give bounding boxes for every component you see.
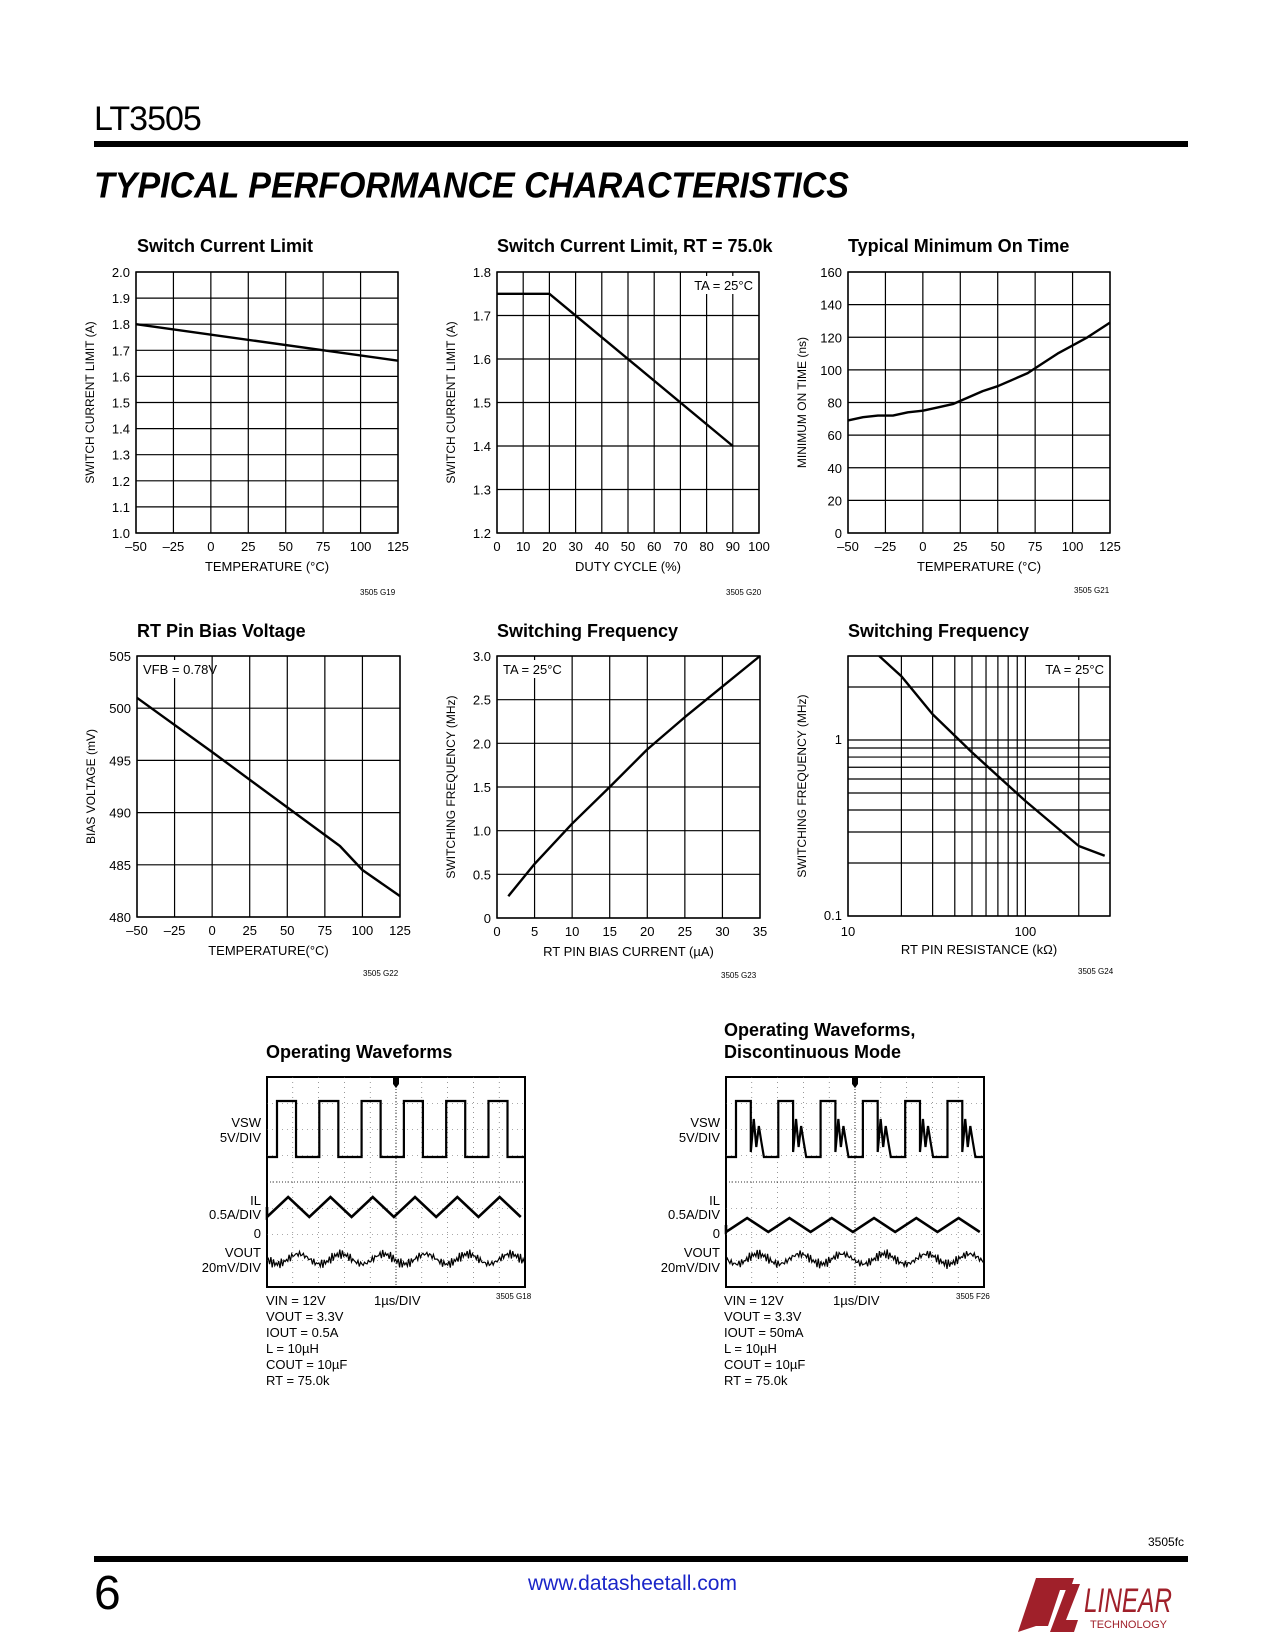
- y-axis-label: SWITCH CURRENT LIMIT (A): [83, 321, 97, 484]
- x-tick-label: 100: [1014, 924, 1037, 939]
- x-axis-label: TEMPERATURE(°C): [208, 943, 329, 958]
- x-tick-label: 80: [699, 539, 714, 554]
- x-tick-label: 35: [752, 924, 768, 939]
- x-tick-label: 75: [315, 539, 331, 554]
- x-tick-label: 75: [1027, 539, 1043, 554]
- y-axis-label: MINIMUM ON TIME (ns): [795, 336, 809, 469]
- condition-line: VOUT = 3.3V: [266, 1309, 344, 1324]
- y-tick-label: 1.8: [111, 317, 130, 333]
- y-tick-label: 1.7: [472, 308, 491, 324]
- condition-line: IOUT = 0.5A: [266, 1325, 339, 1340]
- annotation-g20: TA = 25°C: [694, 278, 753, 293]
- x-tick-label: –50: [125, 539, 147, 554]
- y-tick-label: 1.4: [472, 439, 491, 454]
- x-tick-label: 20: [542, 539, 557, 554]
- condition-line: COUT = 10µF: [266, 1357, 348, 1372]
- condition-line: RT = 75.0k: [266, 1373, 330, 1388]
- x-tick-label: 10: [564, 924, 580, 939]
- x-tick-label: 0: [493, 539, 501, 554]
- y-tick-label: 1.0: [472, 823, 491, 839]
- waveform-title-1: Operating Waveforms: [266, 1042, 453, 1062]
- plot-frame-g22: [137, 656, 400, 917]
- vsw-label: VSW: [690, 1115, 720, 1130]
- y-tick-label: 0: [834, 526, 842, 541]
- brand-sub: TECHNOLOGY: [1090, 1619, 1168, 1631]
- footer-rule: [94, 1556, 1188, 1562]
- y-tick-label: 2.0: [472, 736, 491, 752]
- y-tick-label: 1.5: [472, 395, 491, 411]
- vsw-scale: 5V/DIV: [219, 1130, 261, 1145]
- x-axis-label: DUTY CYCLE (%): [575, 559, 681, 574]
- y-tick-label: 60: [827, 428, 842, 444]
- x-tick-label: 25: [241, 539, 256, 554]
- y-tick-label: 500: [109, 701, 131, 717]
- x-tick-label: 0: [493, 924, 501, 939]
- condition-line: VIN = 12V: [266, 1293, 326, 1308]
- x-tick-label: –25: [874, 539, 897, 554]
- y-tick-label: 2.0: [111, 265, 130, 280]
- x-tick-label: 50: [990, 539, 1005, 554]
- x-tick-label: 90: [725, 539, 741, 554]
- figure-code-g23: 3505 G23: [721, 971, 757, 980]
- y-tick-label: 0: [483, 911, 491, 926]
- y-tick-label: 490: [109, 805, 131, 821]
- linear-technology-logo: [1018, 1570, 1178, 1640]
- y-tick-label: 1.5: [472, 780, 491, 795]
- x-tick-label: 100: [351, 923, 374, 938]
- y-tick-label: 1.0: [111, 526, 130, 541]
- chart-title-g21: Typical Minimum On Time: [848, 236, 1070, 256]
- waveform-conditions-1: [266, 1293, 347, 1389]
- y-tick-label: 1.3: [472, 482, 491, 498]
- zero-label: 0: [712, 1226, 720, 1241]
- il-scale: 0.5A/DIV: [208, 1207, 261, 1222]
- x-tick-label: 50: [278, 539, 293, 554]
- waveform-conditions-2: [724, 1293, 805, 1389]
- doc-code: 3505fc: [1148, 1535, 1185, 1549]
- site-link[interactable]: www.datasheetall.com: [528, 1572, 737, 1595]
- chart-title-g20: Switch Current Limit, RT = 75.0k: [497, 236, 773, 256]
- data-line-g20: [497, 294, 733, 446]
- condition-line: L = 10µH: [266, 1341, 319, 1356]
- y-tick-label: 505: [109, 649, 131, 664]
- y-tick-label: 1.8: [472, 265, 491, 280]
- x-tick-label: 70: [673, 539, 688, 554]
- y-axis-label: BIAS VOLTAGE (mV): [84, 729, 98, 844]
- annotation-g22: VFB = 0.78V: [143, 662, 218, 677]
- x-axis-label: RT PIN BIAS CURRENT (µA): [543, 944, 714, 959]
- il-scale: 0.5A/DIV: [667, 1207, 720, 1222]
- y-axis-label: SWITCHING FREQUENCY (MHz): [795, 694, 809, 878]
- x-tick-label: 0: [208, 923, 216, 938]
- y-tick-label: 3.0: [472, 649, 491, 664]
- timebase-2: 1µs/DIV: [833, 1293, 880, 1308]
- y-tick-label: 40: [827, 460, 842, 476]
- condition-line: COUT = 10µF: [724, 1357, 806, 1372]
- page-number: 6: [94, 1567, 121, 1620]
- x-tick-label: 100: [748, 539, 770, 554]
- x-tick-label: –25: [163, 923, 186, 938]
- y-tick-label: 1: [834, 731, 842, 747]
- il-label: IL: [250, 1193, 261, 1208]
- x-tick-label: 125: [387, 539, 409, 554]
- y-tick-label: 0.5: [472, 867, 491, 883]
- x-tick-label: 25: [953, 539, 968, 554]
- plot-frame-g24: [848, 656, 1110, 916]
- x-tick-label: 75: [317, 923, 333, 938]
- figure-code-g22: 3505 G22: [363, 969, 399, 978]
- condition-line: VIN = 12V: [724, 1293, 784, 1308]
- y-tick-label: 0.1: [823, 908, 842, 923]
- annotation-g23: TA = 25°C: [503, 662, 562, 677]
- x-tick-label: 5: [530, 924, 539, 939]
- vout-scale: 20mV/DIV: [201, 1260, 261, 1275]
- waveform-title-2b: Discontinuous Mode: [724, 1042, 901, 1062]
- chart-title-g23: Switching Frequency: [497, 621, 679, 641]
- y-tick-label: 2.5: [472, 692, 491, 708]
- y-tick-label: 1.1: [111, 499, 130, 515]
- x-tick-label: 40: [594, 539, 610, 554]
- y-tick-label: 495: [109, 753, 131, 769]
- y-axis-label: SWITCH CURRENT LIMIT (A): [444, 321, 458, 484]
- y-tick-label: 140: [820, 297, 842, 313]
- x-tick-label: –50: [126, 923, 148, 938]
- y-tick-label: 100: [820, 362, 842, 378]
- y-tick-label: 485: [109, 857, 131, 873]
- condition-line: L = 10µH: [724, 1341, 777, 1356]
- x-tick-label: 0: [919, 539, 927, 554]
- x-tick-label: 25: [242, 923, 257, 938]
- figure-code-f26: 3505 F26: [956, 1292, 990, 1301]
- x-tick-label: 125: [1099, 539, 1121, 554]
- figure-code-g19: 3505 G19: [360, 588, 396, 597]
- x-tick-label: –50: [837, 539, 859, 554]
- x-tick-label: 100: [1061, 539, 1084, 554]
- y-tick-label: 80: [827, 395, 842, 411]
- data-line-g19: [136, 324, 398, 361]
- data-line-g22: [137, 698, 400, 896]
- x-tick-label: 10: [840, 924, 856, 939]
- vout-label: VOUT: [683, 1245, 720, 1260]
- chart-title-g22: RT Pin Bias Voltage: [137, 621, 306, 641]
- x-tick-label: 50: [280, 923, 295, 938]
- brand-name: LINEAR: [1084, 1582, 1172, 1620]
- x-tick-label: 10: [515, 539, 531, 554]
- figure-code-g20: 3505 G20: [726, 588, 762, 597]
- condition-line: VOUT = 3.3V: [724, 1309, 802, 1324]
- y-tick-label: 1.3: [111, 447, 130, 463]
- zero-label: 0: [253, 1226, 261, 1241]
- waveform-title-2: Operating Waveforms,: [724, 1020, 916, 1040]
- y-tick-label: 1.2: [472, 526, 491, 541]
- figure-code-g21: 3505 G21: [1074, 586, 1110, 595]
- section-title: TYPICAL PERFORMANCE CHARACTERISTICS: [94, 166, 849, 206]
- y-axis-label: SWITCHING FREQUENCY (MHz): [444, 695, 458, 879]
- vout-label: VOUT: [224, 1245, 261, 1260]
- x-tick-label: 25: [677, 924, 693, 939]
- x-tick-label: 20: [640, 924, 655, 939]
- y-tick-label: 1.7: [111, 343, 130, 359]
- y-tick-label: 1.5: [111, 395, 130, 411]
- part-number: LT3505: [94, 100, 201, 138]
- x-axis-label: TEMPERATURE (°C): [204, 559, 330, 574]
- y-tick-label: 1.6: [472, 352, 491, 367]
- x-tick-label: –25: [162, 539, 185, 554]
- y-tick-label: 120: [820, 330, 842, 346]
- x-axis-label: TEMPERATURE (°C): [916, 559, 1042, 574]
- vsw-scale: 5V/DIV: [678, 1130, 720, 1145]
- x-tick-label: 125: [389, 923, 411, 938]
- x-tick-label: 30: [715, 924, 730, 939]
- x-tick-label: 100: [349, 539, 372, 554]
- y-tick-label: 20: [827, 493, 842, 509]
- y-tick-label: 480: [109, 910, 131, 925]
- x-tick-label: 50: [620, 539, 636, 554]
- timebase-1: 1µs/DIV: [374, 1293, 421, 1308]
- x-tick-label: 0: [207, 539, 215, 554]
- x-tick-label: 15: [602, 924, 617, 939]
- y-tick-label: 1.6: [111, 369, 130, 385]
- x-tick-label: 60: [646, 539, 662, 554]
- data-line-g24: [879, 656, 1104, 856]
- y-tick-label: 1.4: [111, 421, 130, 437]
- chart-title-g24: Switching Frequency: [848, 621, 1030, 641]
- figure-code-g24: 3505 G24: [1078, 967, 1114, 976]
- il-label: IL: [709, 1193, 720, 1208]
- x-axis-label: RT PIN RESISTANCE (kΩ): [900, 942, 1058, 957]
- vout-scale: 20mV/DIV: [660, 1260, 720, 1275]
- x-tick-label: 30: [568, 539, 583, 554]
- chart-title-g19: Switch Current Limit: [137, 236, 314, 256]
- figure-code-g18: 3505 G18: [496, 1292, 532, 1301]
- y-tick-label: 1.2: [111, 473, 130, 489]
- condition-line: RT = 75.0k: [724, 1373, 788, 1388]
- y-tick-label: 160: [820, 265, 842, 280]
- y-tick-label: 1.9: [111, 291, 130, 307]
- condition-line: IOUT = 50mA: [724, 1325, 804, 1340]
- vsw-label: VSW: [231, 1115, 261, 1130]
- annotation-g24: TA = 25°C: [1045, 662, 1104, 677]
